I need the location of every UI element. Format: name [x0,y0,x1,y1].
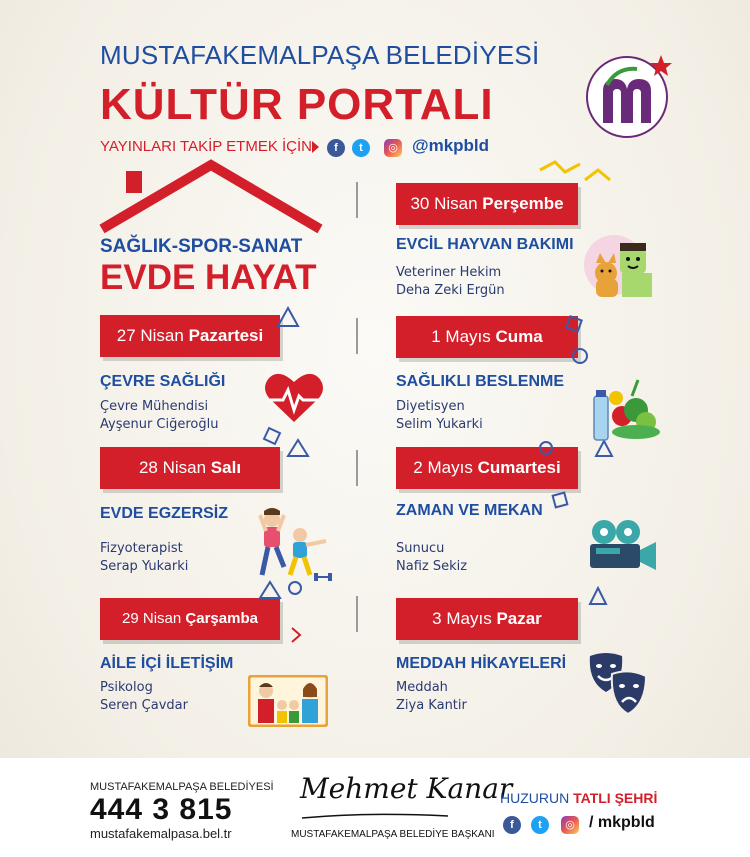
theater-masks-icon [588,652,648,718]
film-camera-icon [584,518,660,576]
event-banner-28-nisan: 28 Nisan Salı [100,447,280,489]
play-arrow-icon [312,141,319,153]
instagram-icon[interactable]: ◎ [384,139,402,157]
event-role: Psikolog [100,680,153,695]
family-icon [248,675,328,727]
event-role: Çevre Mühendisi [100,399,209,414]
event-role: Fizyoterapist [100,541,183,556]
event-role: Veteriner Hekim [396,265,502,280]
footer-social-handle[interactable]: / mkpbld [589,814,655,831]
header-org: MUSTAFAKEMALPAŞA BELEDİYESİ [100,40,540,70]
event-topic: ZAMAN VE MEKAN [396,502,543,519]
footer-website[interactable]: mustafakemalpasa.bel.tr [90,826,232,841]
mayor-title: MUSTAFAKEMALPAŞA BELEDİYE BAŞKANI [291,829,495,840]
vegetables-icon [592,376,664,442]
footer-tagline: HUZURUN TATLI ŞEHRİ [500,790,658,806]
event-topic: ÇEVRE SAĞLIĞI [100,373,226,390]
event-speaker: Nafiz Sekiz [396,559,468,574]
event-speaker: Selim Yukarki [396,417,483,432]
instagram-icon[interactable]: ◎ [561,816,579,834]
event-speaker: Deha Zeki Ergün [396,283,505,298]
event-speaker: Seren Çavdar [100,698,188,713]
facebook-icon[interactable]: f [503,816,521,834]
slogan-line2: EVDE HAYAT [100,258,317,297]
event-banner-29-nisan: 29 Nisan Çarşamba [100,598,280,640]
event-topic: EVCİL HAYVAN BAKIMI [396,236,574,253]
event-role: Sunucu [396,541,445,556]
heartbeat-icon [263,370,325,426]
event-banner-27-nisan: 27 Nisan Pazartesi [100,315,280,357]
slogan-line1: SAĞLIK-SPOR-SANAT [100,236,303,257]
event-role: Meddah [396,680,448,695]
facebook-icon[interactable]: f [327,139,345,157]
signature-underline [300,812,450,822]
page-title: KÜLTÜR PORTALI [100,80,494,129]
exercise-icon [254,505,334,583]
event-topic: SAĞLIKLI BESLENME [396,373,565,390]
twitter-icon[interactable]: t [352,139,370,157]
event-speaker: Ziya Kantir [396,698,467,713]
twitter-icon[interactable]: t [531,816,549,834]
pet-icon [584,233,662,297]
event-banner-3-mayis: 3 Mayıs Pazar [396,598,578,640]
municipality-logo [577,45,677,145]
event-speaker: Ayşenur Ciğeroğlu [100,417,219,432]
event-topic: MEDDAH HİKAYELERİ [396,655,567,672]
footer-org: MUSTAFAKEMALPAŞA BELEDİYESİ [90,781,274,793]
event-banner-2-mayis: 2 Mayıs Cumartesi [396,447,578,489]
event-speaker: Serap Yukarki [100,559,189,574]
follow-label: YAYINLARI TAKİP ETMEK İÇİN [100,138,312,155]
event-banner-30-nisan: 30 Nisan Perşembe [396,183,578,225]
event-banner-1-mayis: 1 Mayıs Cuma [396,316,578,358]
event-topic: AİLE İÇİ İLETİŞİM [100,655,234,672]
mayor-signature: Mehmet Kanar [300,772,513,805]
footer-phone[interactable]: 444 3 815 [90,793,233,826]
event-role: Diyetisyen [396,399,465,414]
social-handle[interactable]: @mkpbld [412,136,490,155]
event-topic: EVDE EGZERSİZ [100,505,229,522]
